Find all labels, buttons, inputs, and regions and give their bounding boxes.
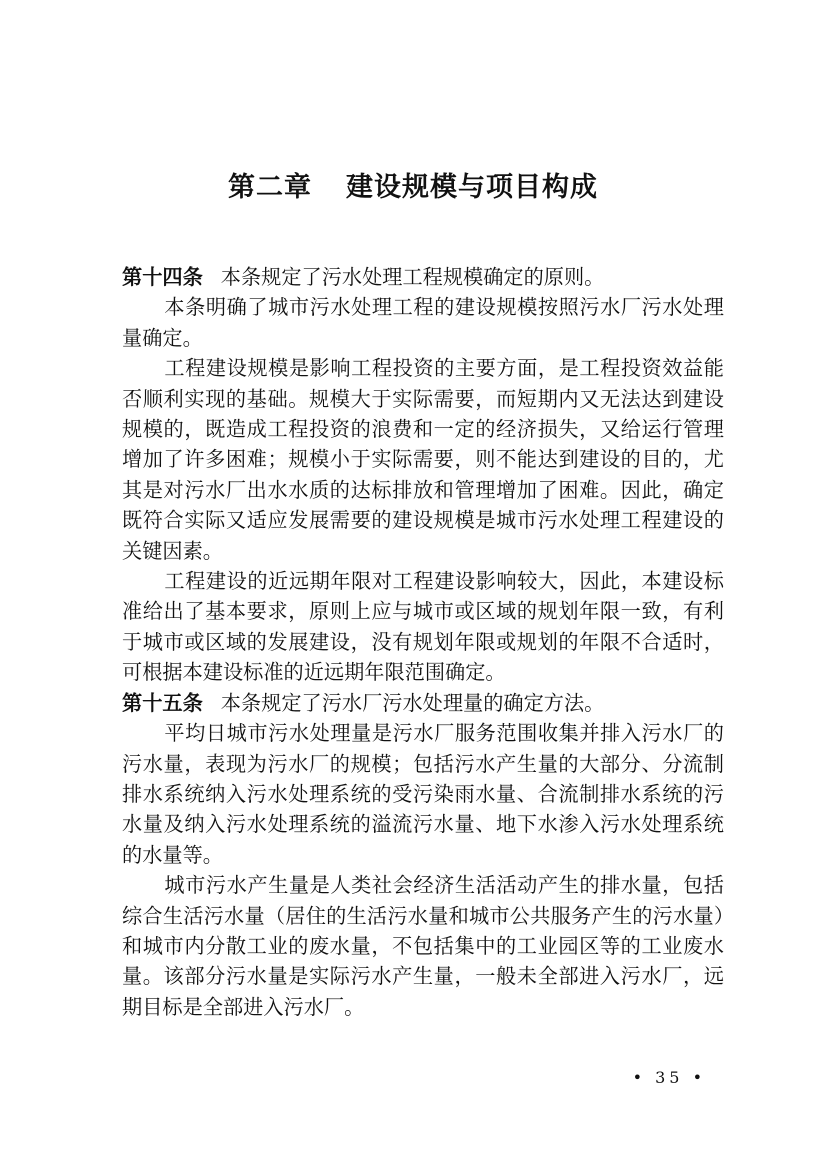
chapter-name: 建设规模与项目构成: [346, 172, 598, 203]
article-15-paragraph-2: 城市污水产生量是人类社会经济生活活动产生的排水量，包括综合生活污水量（居住的生活污水量和城市公共服务产生的污水量）和城市内分散工业的废水量，不包括集中的工业园区等的工业废水量。该部分污水量是实际污水产生量，一般未全部进入污水厂，远期目标是全部进入污水厂。: [122, 873, 724, 1019]
article-15-paragraph-1: 平均日城市污水处理量是污水厂服务范围收集并排入污水厂的污水量，表现为污水厂的规模；包括污水产生量的大部分、分流制排水系统纳入污水处理系统的受污染雨水量、合流制排水系统的污水量及纳入污水处理系统的溢流污水量、地下水渗入污水处理系统的水量等。: [122, 721, 724, 867]
chapter-title: [0, 168, 826, 208]
page-number: • 35 •: [632, 1068, 706, 1087]
article-14-heading-line: [122, 262, 724, 292]
article-14-heading: 第十四条: [122, 265, 203, 289]
article-14-paragraph-2: 工程建设规模是影响工程投资的主要方面，是工程投资效益能否顺利实现的基础。规模大于实际需要，而短期内又无法达到建设规模的，既造成工程投资的浪费和一定的经济损失，又给运行管理增加了许多困难；规模小于实际需要，则不能达到建设的目的，尤其是对污水厂出水水质的达标排放和管理增加了困难。因此，确定既符合实际又适应发展需要的建设规模是城市污水处理工程建设的关键因素。: [122, 356, 724, 563]
article-15-heading-line: [122, 688, 724, 718]
article-15-heading: 第十五条: [122, 690, 203, 715]
article-15-summary: 本条规定了污水厂污水处理量的确定方法。: [220, 690, 605, 715]
chapter-number: 第二章: [228, 172, 312, 203]
article-14-paragraph-1: 本条明确了城市污水处理工程的建设规模按照污水厂污水处理量确定。: [122, 295, 724, 350]
article-14-paragraph-3: 工程建设的近远期年限对工程建设影响较大，因此，本建设标准给出了基本要求，原则上应与城市或区域的规划年限一致，有利于城市或区域的发展建设，没有规划年限或规划的年限不合适时，可根据本建设标准的近远期年限范围确定。: [122, 569, 724, 685]
body-text: [122, 262, 724, 1022]
article-14-summary: 本条规定了污水处理工程规模确定的原则。: [220, 265, 605, 289]
